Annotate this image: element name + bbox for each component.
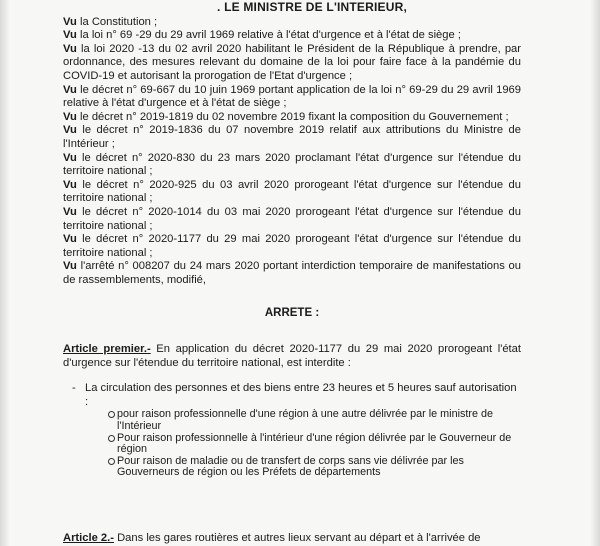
visa-item (63, 124, 521, 151)
circle-bullet-icon (108, 411, 115, 418)
visa-item (63, 152, 521, 179)
visa-item (63, 43, 521, 84)
scan-edge-right (590, 0, 600, 546)
visa-text: le décret n° 2019-1836 du 07 novembre 2019 relatif aux attributions du Ministre de l'Intérieur ; (63, 124, 521, 150)
scan-edge-left (0, 0, 10, 546)
circle-bullet-icon (108, 435, 115, 442)
circle-bullet-icon (108, 458, 115, 465)
document-title: . LE MINISTRE DE L'INTERIEUR, (217, 0, 407, 14)
visa-prefix: Vu (63, 205, 77, 218)
authorization-item: pour raison professionnelle d'une région à une autre délivrée par le ministre de l'Intérieur (85, 409, 521, 432)
visa-prefix: Vu (63, 178, 77, 191)
visa-text: le décret n° 2019-1819 du 02 novembre 2019 fixant la composition du Gouvernement ; (76, 110, 509, 123)
article-2 (63, 532, 523, 546)
circulation-restriction-item (63, 382, 521, 479)
visa-item (63, 16, 521, 30)
visa-item (63, 29, 521, 43)
visa-text: le décret n° 2020-1177 du 29 mai 2020 prorogeant l'état d'urgence sur l'étendue du territoire national ; (63, 233, 521, 259)
visa-item (63, 260, 521, 287)
arrete-heading: ARRETE : (264, 307, 320, 320)
visa-text: la Constitution ; (76, 15, 158, 28)
visa-text: le décret n° 2020-830 du 23 mars 2020 proclamant l'état d'urgence sur l'étendue du territoire national ; (63, 151, 521, 178)
visa-prefix: Vu (63, 124, 77, 137)
visa-item (63, 233, 521, 260)
article-2-title: Article 2.- (63, 532, 114, 544)
article-premier (63, 343, 521, 370)
visa-prefix: Vu (63, 15, 77, 28)
visa-text: la loi 2020 -13 du 02 avril 2020 habilitant le Président de la République à prendre, par ordonnance, des mesures relevant du domaine de la loi pour faire face à la pandémie du COVID-19 et autorisant la prorogation de l'Etat d'urgence ; (63, 42, 521, 82)
visa-text: le décret n° 2020-925 du 03 avril 2020 prorogeant l'état d'urgence sur l'étendue du territoire national ; (63, 178, 521, 205)
article-2-text: Dans les gares routières et autres lieux servant au départ et à l'arrivée de (113, 532, 481, 544)
visa-item (63, 84, 521, 111)
visa-text: le décret n° 69-667 du 10 juin 1969 portant application de la loi n° 69-29 du 29 avril 1969 relative à l'état d'urgence et à l'état de siège ; (63, 83, 521, 110)
visa-item (63, 179, 521, 206)
visa-list (63, 16, 521, 288)
article-premier-title: Article premier.- (63, 343, 151, 356)
visa-item (63, 111, 521, 125)
visa-prefix: Vu (63, 42, 77, 55)
authorization-item: Pour raison de maladie ou de transfert de corps sans vie délivrée par les Gouverneurs de région ou les Préfets de départements (85, 456, 521, 479)
article-premier-text: En application du décret 2020-1177 du 29 mai 2020 prorogeant l'état d'urgence sur l'étendue du territoire national, est interdite : (63, 343, 521, 369)
visa-prefix: Vu (63, 110, 77, 123)
authorization-item: Pour raison professionnelle à l'intérieur d'une région délivrée par le Gouverneur de région (85, 433, 521, 456)
visa-prefix: Vu (63, 151, 77, 164)
visa-text: la loi n° 69 -29 du 29 avril 1969 relative à l'état d'urgence et à l'état de siège ; (76, 29, 461, 42)
visa-text: l'arrêté n° 008207 du 24 mars 2020 portant interdiction temporaire de manifestations ou de rassemblements, modifié, (63, 260, 521, 286)
authorization-list (85, 409, 521, 479)
visa-prefix: Vu (63, 29, 77, 42)
visa-item (63, 206, 521, 233)
visa-text: le décret n° 2020-1014 du 03 mai 2020 prorogeant l'état d'urgence sur l'étendue du territoire national ; (63, 205, 521, 232)
visa-prefix: Vu (63, 83, 77, 96)
visa-prefix: Vu (63, 233, 77, 246)
circulation-restriction-text: La circulation des personnes et des biens entre 23 heures et 5 heures sauf autorisation : (85, 382, 517, 408)
document-body (63, 1, 521, 479)
visa-prefix: Vu (63, 260, 77, 273)
